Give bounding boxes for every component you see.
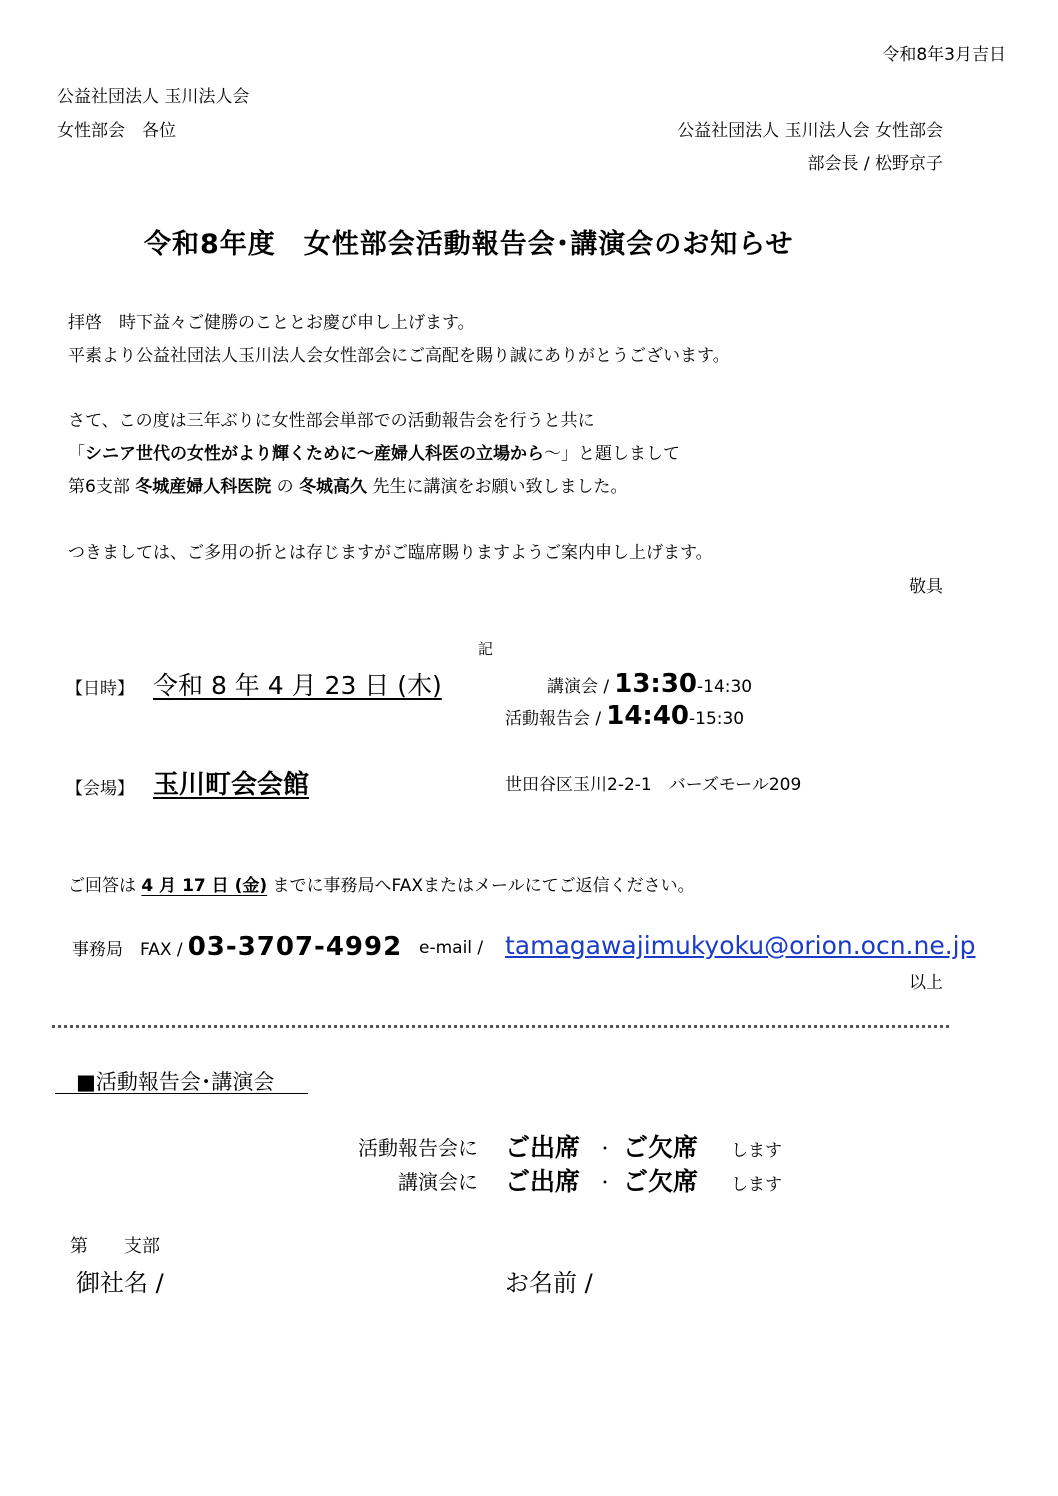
clinic-name: 冬城産婦人科医院: [135, 477, 272, 497]
datetime-label: 【日時】: [66, 679, 134, 699]
venue-label: 【会場】: [66, 779, 134, 799]
venue-address: 世田谷区玉川2-2-1 バーズモール209: [505, 775, 802, 795]
fax-number: 03-3707-4992: [187, 932, 403, 962]
venue-name: 玉川町会会館: [153, 770, 310, 800]
recipient-line: 女性部会 各位: [57, 121, 176, 141]
form-heading-underline: [55, 1093, 308, 1094]
paragraph-2-line-2: [68, 439, 680, 464]
paragraph-2-line-1: さて、この度は三年ぶりに女性部会単部での活動報告会を行うと共に: [68, 411, 595, 431]
report-separator: ・: [597, 1139, 614, 1158]
reply-deadline: 4 月 17 日 (金): [141, 876, 268, 896]
report-absent-option[interactable]: ご欠席: [623, 1133, 699, 1162]
particle-no: の: [276, 477, 294, 497]
email-label: e-mail /: [419, 938, 484, 958]
sender-org: 公益社団法人 玉川法人会 女性部会: [677, 121, 943, 141]
lecture-attend-option[interactable]: ご出席: [505, 1167, 581, 1196]
lecture-end: -14:30: [697, 677, 753, 697]
contact-line: [72, 932, 402, 962]
lecture-label: 講演会 /: [547, 677, 610, 697]
paragraph-2-line-3: [68, 472, 627, 497]
reply-instruction: [68, 871, 695, 896]
report-end: -15:30: [689, 709, 745, 729]
lecture-separator: ・: [597, 1173, 614, 1192]
reply-prefix: ご回答は: [68, 876, 136, 896]
form-heading: ■活動報告会･講演会: [76, 1070, 275, 1094]
greeting-line-1: 拝啓 時下益々ご健勝のこととお慶び申し上げます。: [68, 313, 475, 333]
event-date: 令和 8 年 4 月 23 日 (木): [153, 671, 442, 700]
request-text: 先生に講演をお願い致しました。: [372, 477, 628, 497]
lecture-topic: シニア世代の女性がより輝くために～産婦人科医の立場から: [85, 444, 544, 464]
office-fax-label: 事務局 FAX /: [72, 940, 183, 960]
lecture-absent-option[interactable]: ご欠席: [623, 1167, 699, 1196]
row-lecture-label: 講演会に: [398, 1170, 478, 1194]
cut-line-divider: [52, 1025, 949, 1028]
row-report-label: 活動報告会に: [358, 1136, 478, 1160]
sender-name: 部会長 / 松野京子: [807, 154, 943, 174]
branch-field[interactable]: 第 支部: [70, 1236, 160, 1257]
report-start: 14:40: [606, 701, 689, 731]
closing-keigu: 敬具: [909, 577, 943, 597]
company-name-field[interactable]: 御社名 /: [76, 1269, 164, 1297]
report-label: 活動報告会 /: [505, 709, 602, 729]
doctor-name: 冬城高久: [299, 477, 368, 497]
person-name-field[interactable]: お名前 /: [505, 1269, 593, 1297]
report-attend-option[interactable]: ご出席: [505, 1133, 581, 1162]
greeting-line-2: 平素より公益社団法人玉川法人会女性部会にご高配を賜り誠にありがとうございます。: [68, 346, 730, 366]
recipient-org: 公益社団法人 玉川法人会: [57, 87, 250, 107]
quote-close: ～」と題しまして: [544, 444, 680, 464]
branch-text: 第6支部: [68, 477, 130, 497]
lecture-start: 13:30: [614, 669, 697, 699]
end-mark: 以上: [909, 973, 943, 993]
paragraph-3: つきましては、ご多用の折とは存じますがご臨席賜りますようご案内申し上げます。: [68, 543, 713, 563]
quote-open: 「: [68, 444, 85, 464]
page-title: 令和8年度 女性部会活動報告会･講演会のお知らせ: [144, 229, 794, 260]
ki-mark: 記: [478, 640, 494, 658]
reply-suffix: までに事務局へFAXまたはメールにてご返信ください。: [272, 876, 695, 896]
report-suffix: します: [731, 1141, 782, 1161]
lecture-time: [547, 669, 752, 699]
lecture-suffix: します: [731, 1175, 782, 1195]
report-time: [505, 701, 744, 731]
document-date: 令和8年3月吉日: [882, 45, 1006, 65]
email-link[interactable]: tamagawajimukyoku@orion.ocn.ne.jp: [505, 931, 976, 960]
